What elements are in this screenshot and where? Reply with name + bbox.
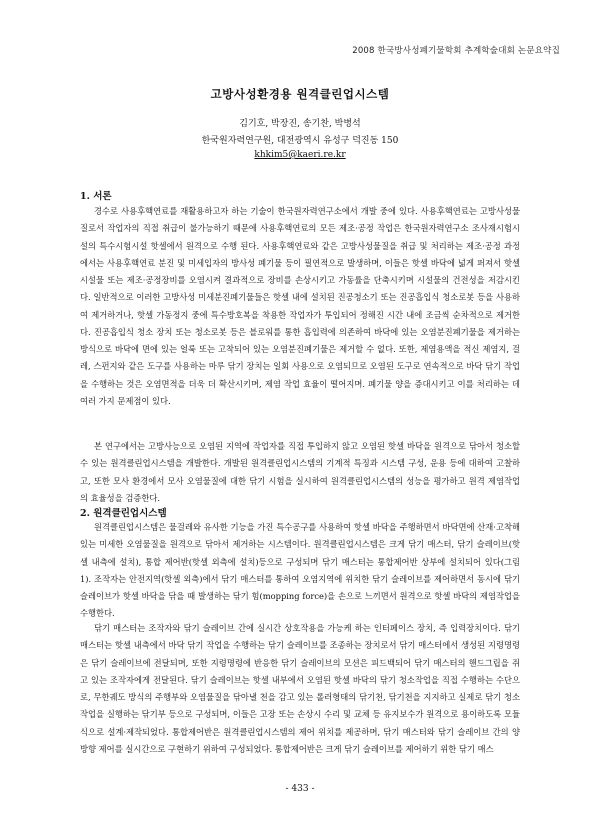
author-list: 김기호, 박장진, 송기찬, 박병석 <box>239 119 361 129</box>
system-paragraph-2: 닦기 매스터는 조작자와 닦기 슬레이브 간에 실시간 상호작용을 가능케 하는 인터페이스 장치, 즉 입력장치이다. 닦기 매스터는 핫셀 내측에서 바닥 닦기 작업을 수행하는 닦기 슬레이브를 조종하는 장치로서 닦기 매스터에서 생성된 지령명령은 닦기 슬레이브에 전달되며, 또한 지령명령에 반응한 닦기 슬레이브의 모션은 피드백되어 닦기 매스터의 핸드그립을 쥐고 있는 조작자에게 전달된다. 닦기 슬레이브는 핫셀 내부에서 오염된 핫셀 바닥의 닦기 청소작업을 직접 수행하는 수단으로, 무한궤도 방식의 주행부와 오염물질을 닦아낼 천을 감고 있는 롤러형태의 닦기천, 닦기천을 지지하고 실제로 닦기 청소작업을 실행하는 닦기부 등으로 구성되며, 이들은 고장 또는 손상시 수리 및 교체 등 유지보수가 원격으로 용이하도록 모듈식으로 설계·제작되었다. 통합제어반은 원격클린업시스템의 제어 위치를 제공하며, 닦기 매스터와 닦기 슬레이브 간의 양방향 제어를 실시간으로 구현하기 위하여 구성되었다. 통합제어반은 크게 닦기 슬레이브를 제어하기 위한 닦기 매스 <box>80 623 520 754</box>
intro-paragraph-2: 본 연구에서는 고방사능으로 오염된 지역에 작업자를 직접 투입하지 않고 오염된 핫셀 바닥을 원격으로 닦아서 청소할 수 있는 원격클린업시스템을 개발한다. 개발된 원격클린업시스템의 기계적 특징과 시스템 구성, 운용 등에 대하여 고찰하고, 또한 모사 환경에서 모사 오염물질에 대한 닦기 시험을 실시하여 원격클린업시스템의 성능을 평가하고 원격 제염작업의 효율성을 검증한다. <box>80 441 520 503</box>
running-header: 2008 한국방사성폐기물학회 추계학술대회 논문요약집 <box>352 46 560 56</box>
section-heading-introduction: 1. 서론 <box>80 191 112 202</box>
email-link[interactable]: khkim5@kaeri.re.kr <box>254 150 346 160</box>
page-number: - 433 - <box>285 784 315 794</box>
affiliation: 한국원자력연구원, 대전광역시 유성구 덕진동 150 <box>201 136 399 146</box>
system-paragraph-1: 원격클린업시스템은 물걸레와 유사한 기능을 가진 특수공구를 사용하여 핫셀 바닥을 주행하면서 바닥면에 산재·고착해 있는 미세한 오염물질을 원격으로 닦아서 제거하는 시스템이다. 원격클린업시스템은 크게 닦기 매스터, 닦기 슬레이브(핫셀 내측에 설치), 통합 제어반(핫셀 외측에 설치)등으로 구성되며 닦기 매스터는 통합제어반 상부에 설치되어 있다(그림 1). 조작자는 안전지역(핫셀 외측)에서 닦기 매스터를 통하여 오염지역에 위치한 닦기 슬레이브를 제어하면서 동시에 닦기 슬레이브가 핫셀 바닥을 닦을 때 발생하는 닦기 힘(mopping force)을 손으로 느끼면서 원격으로 핫셀 바닥의 제염작업을 수행한다. <box>80 522 520 619</box>
section-heading-cleanup-system: 2. 원격클린업시스템 <box>80 508 167 519</box>
paper-title: 고방사성환경용 원격클린업시스템 <box>210 87 390 101</box>
email-line <box>0 150 600 160</box>
intro-paragraph-1: 경수로 사용후핵연료를 재활용하고자 하는 기술이 한국원자력연구소에서 개발 중에 있다. 사용후핵연료는 고방사성물질로서 작업자의 직접 취급이 불가능하기 때문에 사용후핵연료의 모든 제조·공정 작업은 한국원자력연구소 조사재시험시설의 특수시험시설 핫셀에서 원격으로 수행 된다. 사용후핵연료와 같은 고방사성물질을 취급 및 처리하는 제조·공정 과정에서는 사용후핵연료 분진 및 미세입자의 방사성 폐기물 등이 필연적으로 발생하며, 이들은 핫셀 바닥에 넓게 퍼져서 핫셀 시설물 또는 제조·공정장비를 오염시켜 결과적으로 장비를 손상시키고 가동률을 단축시키며 시설물의 건전성을 저감시킨다. 일반적으로 이러한 고방사성 미세분진폐기물들은 핫셀 내에 설치된 진공청소기 또는 진공흡입식 청소로봇 등을 사용하여 제거하거나, 핫셀 가동정지 중에 특수방호복을 착용한 작업자가 투입되어 정해진 시간 내에 조금씩 순차적으로 제거한다. 진공흡입식 청소 장치 또는 청소로봇 등은 블로워를 통한 흡입력에 의존하여 바닥에 있는 오염분진폐기물을 제거하는 방식으로 바닥에 면에 있는 얼룩 또는 고착되어 있는 오염분진폐기물은 제거할 수 없다. 또한, 제염용액을 적신 제염지, 걸레, 스펀지와 같은 도구를 사용하는 마루 닦기 장치는 일회 사용으로 오염되므로 오염된 도구로 연속적으로 바닥 닦기 작업을 수행하는 것은 오염면적을 더욱 더 확산시키며, 제염 작업 효율이 떨어지며. 폐기물 양을 증대시키고 이를 처리하는 데 여러 가지 문제점이 있다. <box>80 206 520 406</box>
